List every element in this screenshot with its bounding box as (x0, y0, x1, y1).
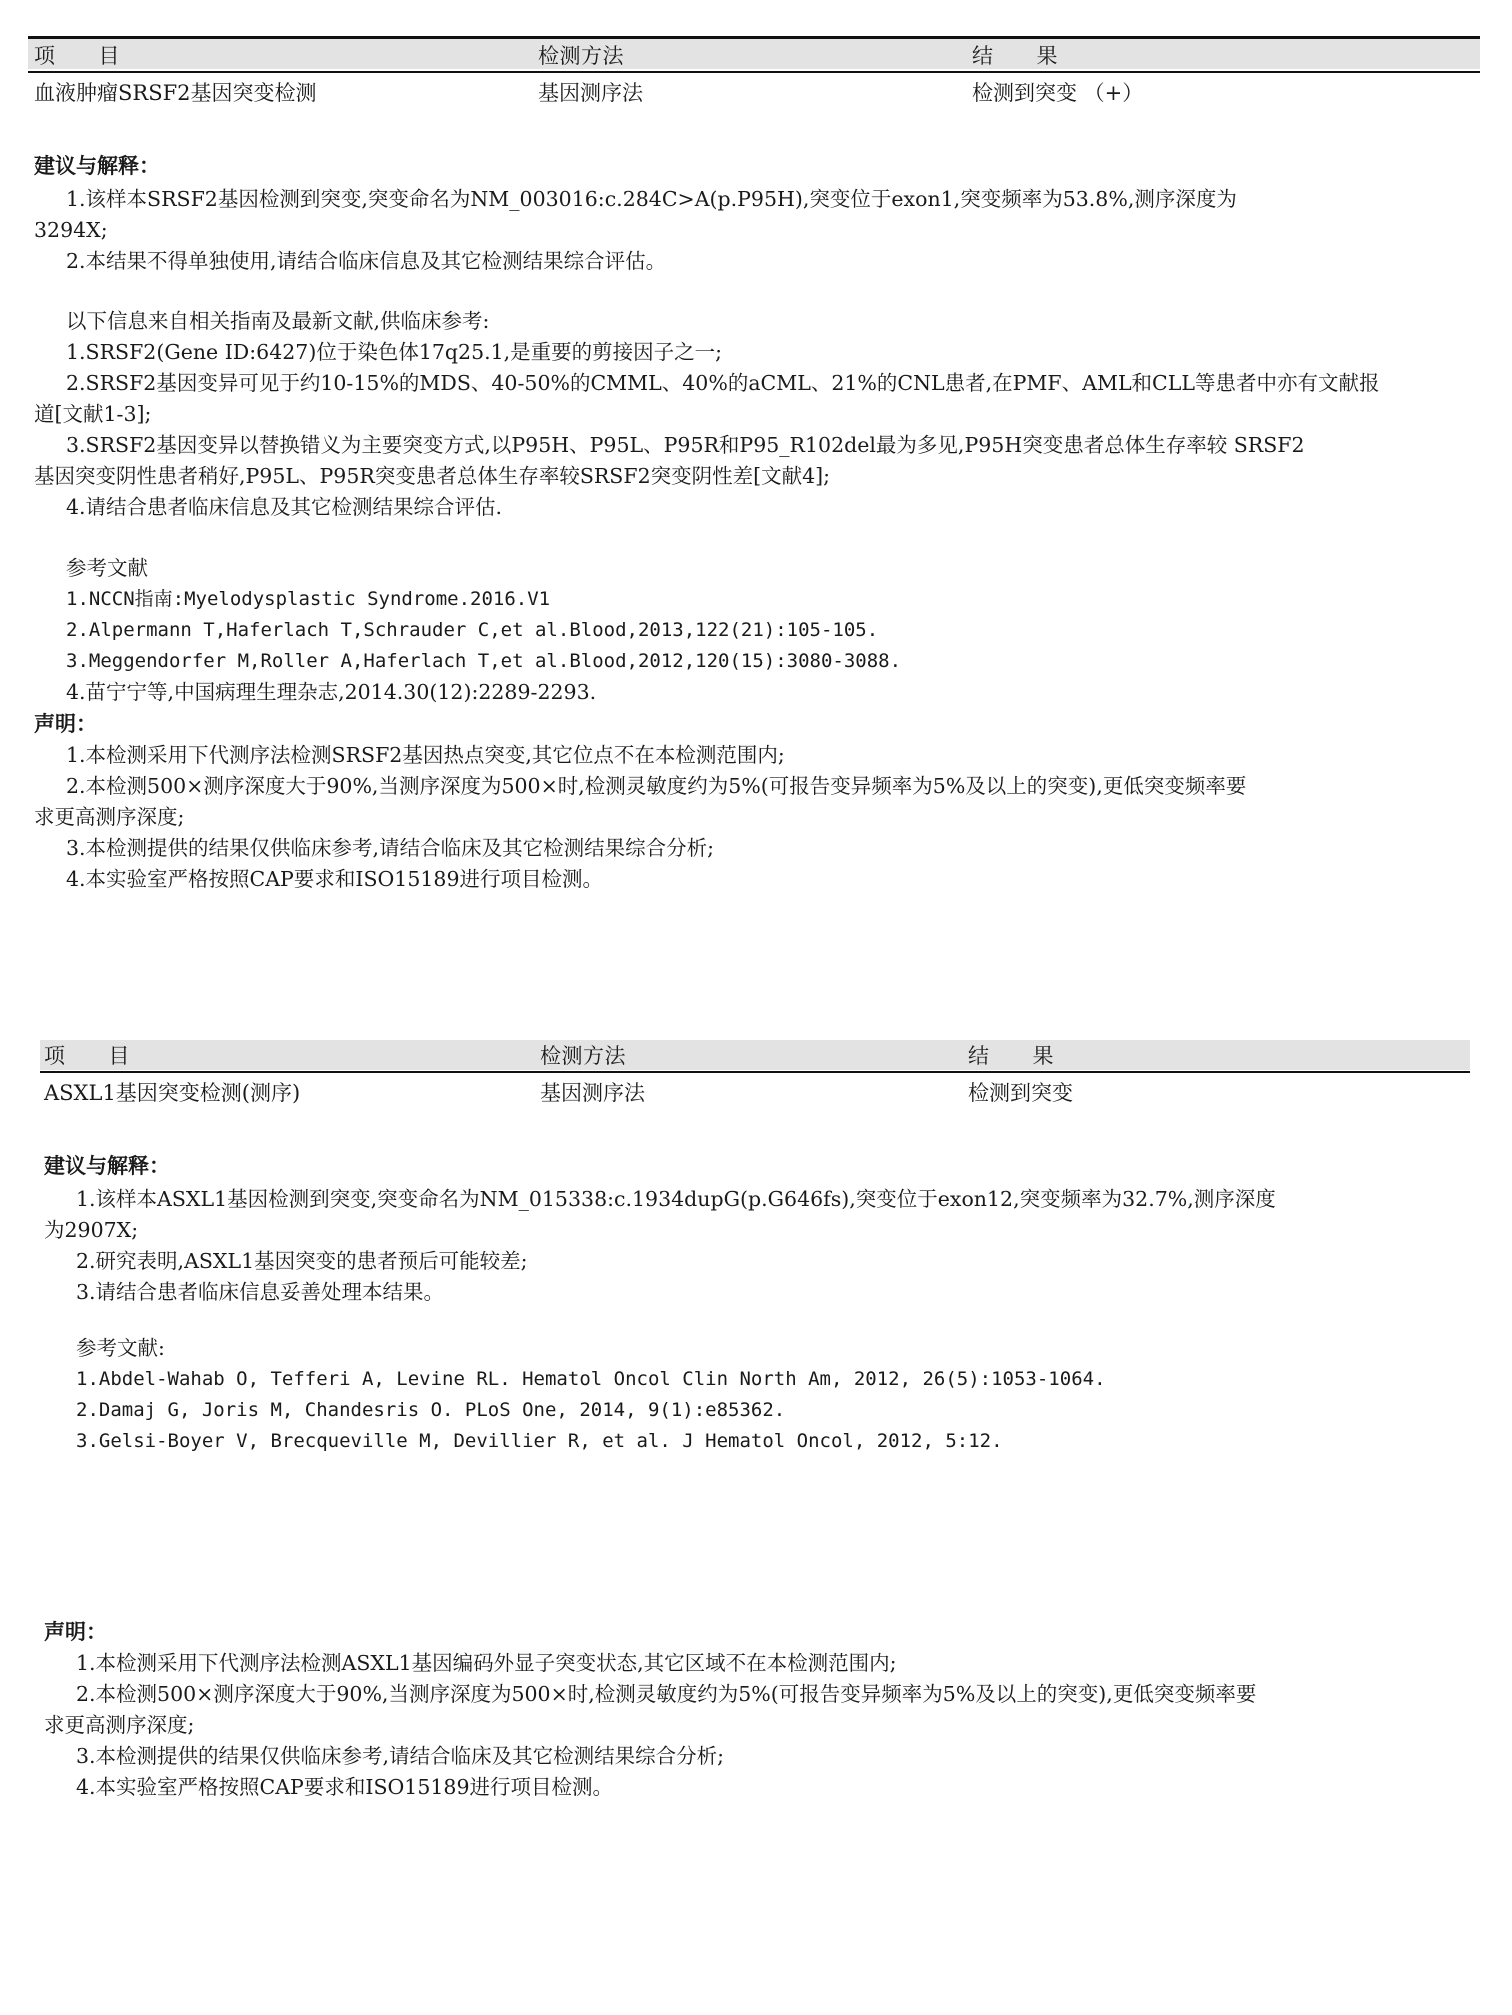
statement-line: 1.本检测采用下代测序法检测ASXL1基因编码外显子突变状态,其它区域不在本检测范围内; (76, 1651, 897, 1675)
statement-line: 1.本检测采用下代测序法检测SRSF2基因热点突变,其它位点不在本检测范围内; (66, 743, 785, 767)
statement-line: 求更高测序深度; (34, 805, 185, 829)
advice-line: 2.本结果不得单独使用,请结合临床信息及其它检测结果综合评估。 (66, 249, 667, 273)
row-item: ASXL1基因突变检测(测序) (44, 1081, 301, 1105)
row-method: 基因测序法 (540, 1081, 645, 1105)
row-result: 检测到突变 (968, 1081, 1073, 1105)
statement-line: 4.本实验室严格按照CAP要求和ISO15189进行项目检测。 (76, 1775, 614, 1799)
statement-line: 3.本检测提供的结果仅供临床参考,请结合临床及其它检测结果综合分析; (76, 1744, 724, 1768)
table-header-rule (40, 1071, 1470, 1073)
advice-line: 3294X; (34, 218, 108, 242)
references-2 (76, 1333, 1506, 1457)
advice-line: 1.该样本ASXL1基因检测到突变,突变命名为NM_015338:c.1934dupG(p.G646fs),突变位于exon12,突变频率为32.7%,测序深度 (76, 1187, 1276, 1211)
statement-line: 2.本检测500×测序深度大于90%,当测序深度为500×时,检测灵敏度约为5%(可报告变异频率为5%及以上的突变),更低突变频率要 (76, 1682, 1257, 1706)
statement-line: 3.本检测提供的结果仅供临床参考,请结合临床及其它检测结果综合分析; (66, 836, 714, 860)
table-header-rule (28, 71, 1480, 73)
references-heading: 参考文献: (76, 1336, 165, 1360)
advice-line: 1.该样本SRSF2基因检测到突变,突变命名为NM_003016:c.284C>A(p.P95H),突变位于exon1,突变频率为53.8%,测序深度为 (66, 187, 1237, 211)
table-header-bar (28, 39, 1480, 69)
advice-heading: 建议与解释： (44, 1153, 170, 1178)
row-item: 血液肿瘤SRSF2基因突变检测 (34, 81, 317, 105)
header-result: 结 果 (972, 44, 1058, 68)
row-method: 基因测序法 (538, 81, 643, 105)
header-item: 项 目 (44, 1044, 130, 1068)
advice-paragraph (34, 184, 1496, 277)
info-intro: 以下信息来自相关指南及最新文献,供临床参考: (66, 309, 490, 333)
info-line: 2.SRSF2基因变异可见于约10-15%的MDS、40-50%的CMML、40%的aCML、21%的CNL患者,在PMF、AML和CLL等患者中亦有文献报 (66, 371, 1380, 395)
reference-item: 4.苗宁宁等,中国病理生理杂志,2014.30(12):2289-2293. (66, 680, 597, 704)
statement-line: 4.本实验室严格按照CAP要求和ISO15189进行项目检测。 (66, 867, 604, 891)
reference-item: 1.Abdel-Wahab O, Tefferi A, Levine RL. Hematol Oncol Clin North Am, 2012, 26(5):1053-1064. (76, 1368, 1106, 1390)
statement-paragraph (34, 740, 1496, 895)
info-line: 道[文献1-3]; (34, 402, 152, 426)
statement-paragraph (44, 1648, 1506, 1803)
statement-line: 求更高测序深度; (44, 1713, 195, 1737)
info-paragraph (34, 306, 1496, 523)
reference-item: 3.Meggendorfer M,Roller A,Haferlach T,et al.Blood,2012,120(15):3080-3088. (66, 650, 902, 672)
statement-line: 2.本检测500×测序深度大于90%,当测序深度为500×时,检测灵敏度约为5%(可报告变异频率为5%及以上的突变),更低突变频率要 (66, 774, 1247, 798)
info-line: 4.请结合患者临床信息及其它检测结果综合评估. (66, 495, 503, 519)
advice-line: 2.研究表明,ASXL1基因突变的患者预后可能较差; (76, 1249, 528, 1273)
header-method: 检测方法 (540, 1044, 626, 1068)
info-line: 1.SRSF2(Gene ID:6427)位于染色体17q25.1,是重要的剪接因子之一; (66, 340, 723, 364)
info-line: 基因突变阴性患者稍好,P95L、P95R突变患者总体生存率较SRSF2突变阴性差[文献4]; (34, 464, 831, 488)
header-result: 结 果 (968, 1044, 1054, 1068)
header-method: 检测方法 (538, 44, 624, 68)
header-item: 项 目 (34, 44, 120, 68)
statement-heading: 声明： (44, 1619, 107, 1644)
reference-item: 1.NCCN指南:Myelodysplastic Syndrome.2016.V1 (66, 588, 551, 610)
advice-line: 3.请结合患者临床信息妥善处理本结果。 (76, 1280, 445, 1304)
reference-item: 3.Gelsi-Boyer V, Brecqueville M, Devillier R, et al. J Hematol Oncol, 2012, 5:12. (76, 1430, 1003, 1452)
advice-paragraph (44, 1184, 1506, 1308)
info-line: 3.SRSF2基因变异以替换错义为主要突变方式,以P95H、P95L、P95R和P95_R102del最为多见,P95H突变患者总体生存率较 SRSF2 (66, 433, 1305, 457)
reference-item: 2.Damaj G, Joris M, Chandesris O. PLoS One, 2014, 9(1):e85362. (76, 1399, 786, 1421)
advice-heading: 建议与解释： (34, 153, 160, 178)
table-header-bar (40, 1040, 1470, 1070)
reference-item: 2.Alpermann T,Haferlach T,Schrauder C,et al.Blood,2013,122(21):105-105. (66, 619, 879, 641)
advice-line: 为2907X; (44, 1218, 139, 1242)
references-1 (66, 553, 1496, 708)
references-heading: 参考文献 (66, 556, 148, 580)
statement-heading: 声明： (34, 711, 97, 736)
row-result: 检测到突变 （+） (972, 81, 1144, 105)
